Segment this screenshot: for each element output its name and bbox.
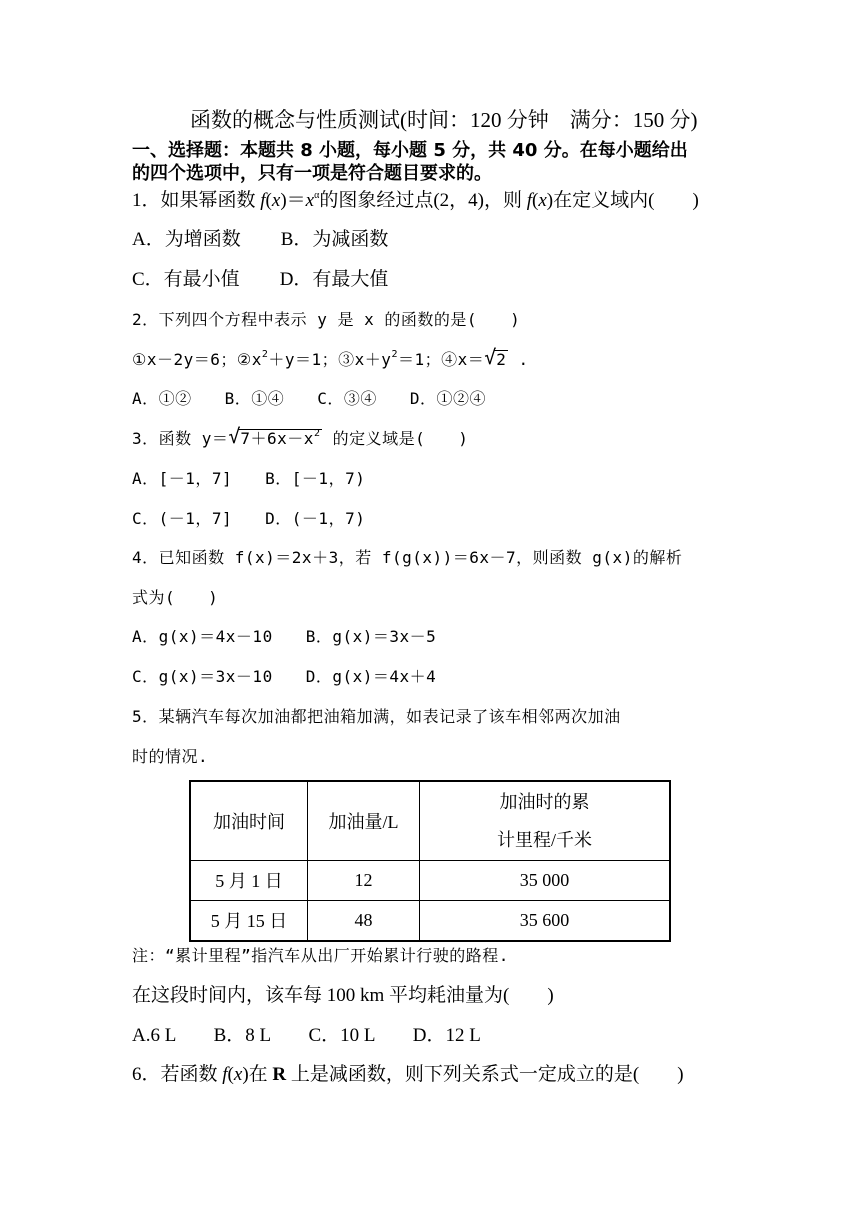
option-d: D．有最大值 [279,269,389,290]
table-cell: 5 月 15 日 [190,900,308,941]
section-header-line2: 的四个选项中，只有一项是符合题目要求的。 [132,163,492,184]
page-title: 函数的概念与性质测试(时间：120 分钟 满分：150 分) [190,108,698,132]
table-cell: 5 月 1 日 [190,861,308,901]
fuel-record-table [189,780,671,942]
question-4-options-ab: A．g(x)＝4x－10 B．g(x)＝3x－5 [132,627,437,646]
table-cell: 12 [308,861,420,901]
question-6-stem: 6．若函数 f(x)在 R 上是减函数，则下列关系式一定成立的是( ) [132,1064,684,1085]
question-5-question: 在这段时间内，该车每 100 km 平均耗油量为( ) [132,985,554,1006]
table-header-row [190,781,670,861]
question-4-line2: 式为( ) [132,588,219,607]
question-1-options-cd [132,268,388,292]
question-2-stem: 2．下列四个方程中表示 y 是 x 的函数的是( ) [132,310,521,329]
question-5-options: A.6 L B．8 L C．10 L D．12 L [132,1025,481,1046]
question-5-note: 注：“累计里程”指汽车从出厂开始累计行驶的路程. [132,946,509,965]
question-4-options-cd: C．g(x)＝3x－10 D．g(x)＝4x＋4 [132,667,437,686]
sqrt-symbol: √ $7+6x-x^2$ [228,424,321,448]
section-header-line1: 一、选择题：本题共 8 小题，每小题 5 分，共 40 分。在每小题给出 [132,140,688,161]
table-row [190,900,670,941]
question-1-options-ab [132,228,388,252]
question-5-line2: 时的情况. [132,747,209,766]
table-cell: 35 600 [420,900,671,941]
question-5-line1: 5．某辆汽车每次加油都把油箱加满，如表记录了该车相邻两次加油 [132,707,621,726]
question-3-options-ab: A．[－1，7] B．[－1，7) [132,469,366,488]
table-cell: 35 000 [420,861,671,901]
option-c: C．有最小值 [132,269,240,290]
question-3-options-cd: C．(－1，7] D．(－1，7) [132,509,366,528]
table-row [190,861,670,901]
table-header-cell: 加油时的累 计里程/千米 [420,781,671,861]
sqrt-symbol: √ 2 [484,345,507,369]
table-header-cell: 加油量/L [308,781,420,861]
question-4-line1: 4．已知函数 f(x)＝2x＋3，若 f(g(x))＝6x－7，则函数 g(x)的解析 [132,548,683,567]
question-2-options: A．①② B．①④ C．③④ D．①②④ [132,389,487,408]
question-2-equations: ①x－2y＝6；$②x^2+y=1$；$③x+y^2=1$；④x＝ √ 2 . [132,348,529,372]
option-b: B．为减函数 [280,229,389,250]
question-1-stem: 1．如果幂函数 $f(x)=x^\alpha$的图象经过点(2，4)，则 f(x)在定义域内( ) [132,190,699,211]
question-3-stem: 3．函数 y＝ √ $7+6x-x^2$ 的定义域是( ) [132,427,468,451]
table-cell: 48 [308,900,420,941]
table-header-cell: 加油时间 [190,781,308,861]
option-a: A．为增函数 [132,229,241,250]
